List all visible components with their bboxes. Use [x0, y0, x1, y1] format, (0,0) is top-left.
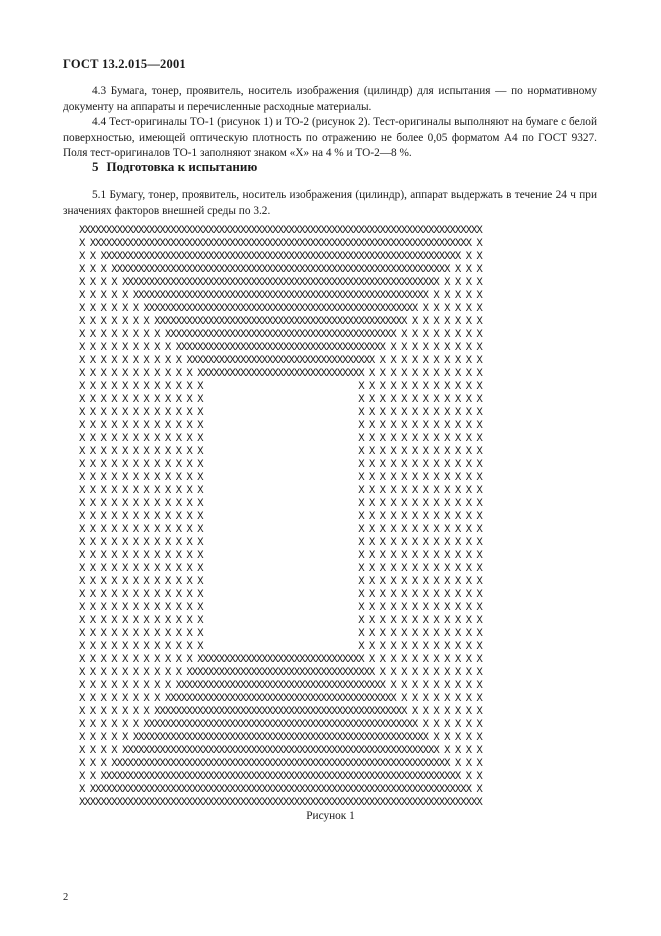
- paragraph-4-4: [63, 115, 597, 162]
- standard-code: ГОСТ 13.2.015—2001: [63, 57, 186, 71]
- section-number: 5: [92, 159, 99, 174]
- page-number: 2: [63, 892, 69, 903]
- paragraph-4-4-text: 4.4 Тест-оригиналы ТО-1 (рисунок 1) и ТО-2 (рисунок 2). Тест-оригиналы выполняют на бумаге с белой поверхностью, имеющей оптическую плотность по отражению не более 0,05 форматом А4 по ГОСТ 9327. Поля тест-оригиналов ТО-1 заполняют знаком «Х» на 4 % и ТО-2—8 %.: [63, 116, 597, 159]
- paragraph-5-1: [63, 188, 597, 219]
- paragraph-5-1-text: 5.1 Бумагу, тонер, проявитель, носитель изображения (цилиндр), аппарат выдержать в течение 24 ч при значениях факторов внешней среды по 3.2.: [63, 189, 597, 217]
- figure-caption: Рисунок 1: [306, 810, 355, 822]
- paragraph-4-3-text: 4.3 Бумага, тонер, проявитель, носитель изображения (цилиндр) для испытания — по нормативному документу на аппараты и перечисленные расходные материалы.: [63, 85, 597, 113]
- section-title: Подготовка к испытанию: [106, 159, 258, 174]
- test-original-pattern: XXXXXXXXXXXXXXXXXXXXXXXXXXXXXXXXXXXXXXXXXXXXXXXXXXXXXXXXXXXXXXXXXXXXXXXXXXX X XXXXXXXXXXXXXXXXXXXXXXXXXXXXXXXXXXXXXXXXXXXXXXXXXXXXXXXXXXXXXXXXXXXXXXX X X X XXXXXXXXXXXXXXXXXXXXXXXXXXXXXXXXXXXXXXXXXXXXXXXXXXXXXXXXXXXXXXXXXXX X X X X X XXXXXXXXXXXXXXXXXXXXXXXXXXXXXXXXXXXXXXXXXXXXXXXXXXXXXXXXXXXXXXX X X X X X X X XXXXXXXXXXXXXXXXXXXXXXXXXXXXXXXXXXXXXXXXXXXXXXXXXXXXXXXXXXX X X X X X X X X X XXXXXXXXXXXXXXXXXXXXXXXXXXXXXXXXXXXXXXXXXXXXXXXXXXXXXXX X X X X X X X X X X X XXXXXXXXXXXXXXXXXXXXXXXXXXXXXXXXXXXXXXXXXXXXXXXXXXX X X X X X X X X X X X X X XXXXXXXXXXXXXXXXXXXXXXXXXXXXXXXXXXXXXXXXXXXXXXX X X X X X X X X X X X X X X X XXXXXXXXXXXXXXXXXXXXXXXXXXXXXXXXXXXXXXXXXXX X X X X X X X X X X X X X X X X X XXXXXXXXXXXXXXXXXXXXXXXXXXXXXXXXXXXXXXX X X X X X X X X X X X X X X X X X X X XXXXXXXXXXXXXXXXXXXXXXXXXXXXXXXXXXX X X X X X X X X X X X X X X X X X X X X X XXXXXXXXXXXXXXXXXXXXXXXXXXXXXXX X X X X X X X X X X X X X X X X X X X X X X X X X X X X X X X X X X X X X X X X X X X X X X X X X X X X X X X X X X X X X X X X X X X X X X X X X X X X X X X X X X X X X X X X X X X X X X X X X X X X X X X X X X X X X X X X X X X X X X X X X X X X X X X X X X X X X X X X X X X X X X X X X X X X X X X X X X X X X X X X X X X X X X X X X X X X X X X X X X X X X X X X X X X X X X X X X X X X X X X X X X X X X X X X X X X X X X X X X X X X X X X X X X X X X X X X X X X X X X X X X X X X X X X X X X X X X X X X X X X X X X X X X X X X X X X X X X X X X X X X X X X X X X X X X X X X X X X X X X X X X X X X X X X X X X X X X X X X X X X X X X X X X X X X X X X X X X X X X X X X X X X X X X X X X X X X X X X X X X X X X X X X X X X X X X X X X X X X X X X X X X X X X X X X X X X X X X X X X X X X X X X X X X X X X X X X X X X X X X X X X X X X X X X X X X X X X X X X X X X X X X X X X X X X X X X X X X X X X X X X X X X X X X X X X X X X X X X X X X X X X X X X X X X X X X X X X X X X X X X X X X X X X X X X X X X X X X X X X X X X X X X X X X XXXXXXXXXXXXXXXXXXXXXXXXXXXXXXX X X X X X X X X X X X X X X X X X X X X X XXXXXXXXXXXXXXXXXXXXXXXXXXXXXXXXXXX X X X X X X X X X X X X X X X X X X X XXXXXXXXXXXXXXXXXXXXXXXXXXXXXXXXXXXXXXX X X X X X X X X X X X X X X X X X XXXXXXXXXXXXXXXXXXXXXXXXXXXXXXXXXXXXXXXXXXX X X X X X X X X X X X X X X X XXXXXXXXXXXXXXXXXXXXXXXXXXXXXXXXXXXXXXXXXXXXXXX X X X X X X X X X X X X X XXXXXXXXXXXXXXXXXXXXXXXXXXXXXXXXXXXXXXXXXXXXXXXXXXX X X X X X X X X X X X XXXXXXXXXXXXXXXXXXXXXXXXXXXXXXXXXXXXXXXXXXXXXXXXXXXXXXX X X X X X X X X X XXXXXXXXXXXXXXXXXXXXXXXXXXXXXXXXXXXXXXXXXXXXXXXXXXXXXXXXXXX X X X X X X X XXXXXXXXXXXXXXXXXXXXXXXXXXXXXXXXXXXXXXXXXXXXXXXXXXXXXXXXXXXXXXX X X X X X XXXXXXXXXXXXXXXXXXXXXXXXXXXXXXXXXXXXXXXXXXXXXXXXXXXXXXXXXXXXXXXXXXX X X X XXXXXXXXXXXXXXXXXXXXXXXXXXXXXXXXXXXXXXXXXXXXXXXXXXXXXXXXXXXXXXXXXXXXXXX X XXXXXXXXXXXXXXXXXXXXXXXXXXXXXXXXXXXXXXXXXXXXXXXXXXXXXXXXXXXXXXXXXXXXXXXXXXX: [79, 225, 482, 809]
- section-heading: [92, 159, 257, 175]
- paragraph-4-3: [63, 84, 597, 115]
